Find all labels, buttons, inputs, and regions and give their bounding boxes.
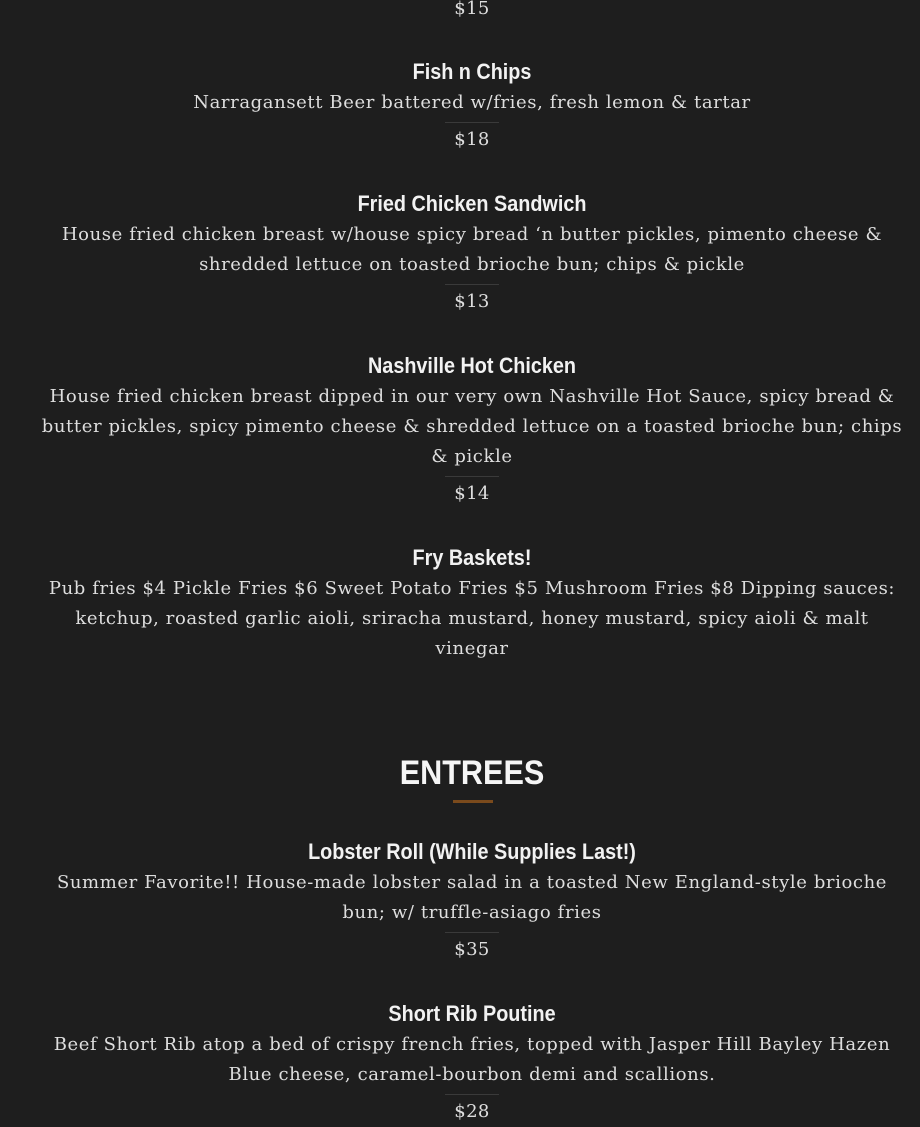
item-price: $15 [454, 0, 490, 19]
item-price: $18 [454, 129, 490, 150]
item-description: House fried chicken breast w/house spicy bread ‘n butter pickles, pimento cheese & shredded lettuce on toasted brioche bun; chips & pickle [61, 224, 883, 275]
item-name: Fry Baskets! [412, 545, 532, 570]
item-description: Summer Favorite!! House-made lobster salad in a toasted New England-style brioche bun; w/ truffle-asiago fries [56, 872, 888, 923]
menu-item-previous [40, 0, 904, 24]
section-title-underline [453, 800, 493, 803]
price-divider [445, 1094, 499, 1095]
item-description: Pub fries $4 Pickle Fries $6 Sweet Potato Fries $5 Mushroom Fries $8 Dipping sauces: ketchup, roasted garlic aioli, sriracha mustard, honey mustard, spicy aioli & malt vinegar [48, 578, 896, 659]
item-price: $14 [454, 483, 490, 504]
item-name: Short Rib Poutine [388, 1001, 556, 1026]
item-price: $28 [454, 1101, 490, 1122]
menu-item-fish-n-chips [40, 56, 904, 155]
item-price: $35 [454, 939, 490, 960]
menu-item-fry-baskets [40, 542, 904, 664]
menu-item-nashville-hot-chicken [40, 350, 904, 509]
menu-item-lobster-roll [40, 836, 904, 965]
menu-item-fried-chicken-sandwich [40, 188, 904, 317]
price-divider [445, 476, 499, 477]
item-price: $13 [454, 291, 490, 312]
price-divider [445, 284, 499, 285]
menu-item-short-rib-poutine [40, 998, 904, 1127]
item-name: Fried Chicken Sandwich [357, 191, 587, 216]
price-divider [445, 122, 499, 123]
item-description: Beef Short Rib atop a bed of crispy french fries, topped with Jasper Hill Bayley Hazen Blue cheese, caramel-bourbon demi and scallions. [53, 1034, 891, 1085]
item-name: Lobster Roll (While Supplies Last!) [308, 839, 636, 864]
item-name: Nashville Hot Chicken [368, 353, 576, 378]
item-description: Narragansett Beer battered w/fries, fresh lemon & tartar [193, 92, 751, 113]
section-title-entrees: ENTREES [399, 754, 545, 792]
item-description: House fried chicken breast dipped in our very own Nashville Hot Sauce, spicy bread & butter pickles, spicy pimento cheese & shredded lettuce on a toasted brioche bun; chips & pickle [41, 386, 903, 467]
item-name: Fish n Chips [412, 59, 532, 84]
price-divider [445, 932, 499, 933]
